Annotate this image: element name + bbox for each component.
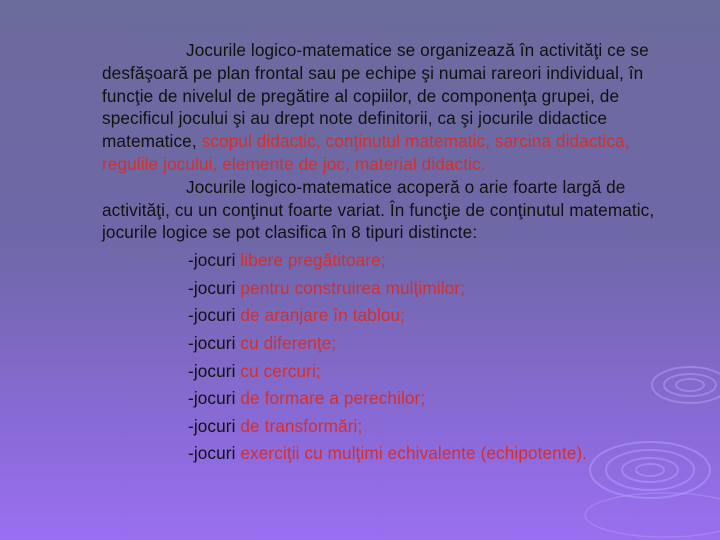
list-item-prefix: -jocuri	[188, 250, 236, 271]
list-item-label: pentru construirea mulţimilor;	[235, 277, 465, 298]
list-item	[102, 358, 682, 386]
paragraph-classification-text: Jocurile logico-matematice acoperă o arie foarte largă de activităţi, cu un conţinut foarte variat. În funcţie de conţinutul matematic, jocurile logice se pot clasifica în 8 tipuri distincte:	[102, 176, 655, 243]
content-text-block	[102, 39, 682, 468]
list-item-prefix: -jocuri	[188, 305, 236, 326]
paragraph-organization-text: Jocurile logico-matematice se organizează în activităţi ce se desfăşoară pe plan frontal sau pe echipe şi numai rareori individual, în funcţie de nivelul de pregătire al copiilor, de componenţa grupei, de specificul jocului şi au drept note definitorii, ca şi jocurile didactice matematice,	[102, 40, 649, 152]
list-item-prefix: -jocuri	[188, 415, 236, 436]
list-item	[102, 302, 682, 330]
list-item	[102, 330, 682, 358]
game-types-list	[102, 247, 682, 468]
list-item-prefix: -jocuri	[188, 277, 236, 298]
list-item	[102, 440, 682, 468]
paragraph-organization-highlight: scopul didactic, conţinutul matematic, sarcina didactica, regulile jocului, elemente de joc, material didactic.	[102, 131, 630, 174]
list-item-label: de transformări;	[235, 415, 363, 436]
list-item	[102, 247, 682, 275]
list-item	[102, 385, 682, 413]
list-item-prefix: -jocuri	[188, 388, 236, 409]
list-item-prefix: -jocuri	[188, 443, 236, 464]
paragraph-classification	[102, 176, 682, 244]
list-item-label: exerciţii cu mulţimi echivalente (echipotente).	[235, 443, 588, 464]
list-item-label: cu cercuri;	[235, 360, 321, 381]
list-item-prefix: -jocuri	[188, 360, 236, 381]
list-item-label: cu diferenţe;	[235, 332, 337, 353]
list-item	[102, 275, 682, 303]
list-item-label: de aranjare în tablou;	[235, 305, 406, 326]
list-item-prefix: -jocuri	[188, 332, 236, 353]
paragraph-organization	[102, 39, 682, 176]
list-item-label: libere pregătitoare;	[235, 250, 386, 271]
list-item	[102, 413, 682, 441]
list-item-label: de formare a perechilor;	[235, 388, 426, 409]
